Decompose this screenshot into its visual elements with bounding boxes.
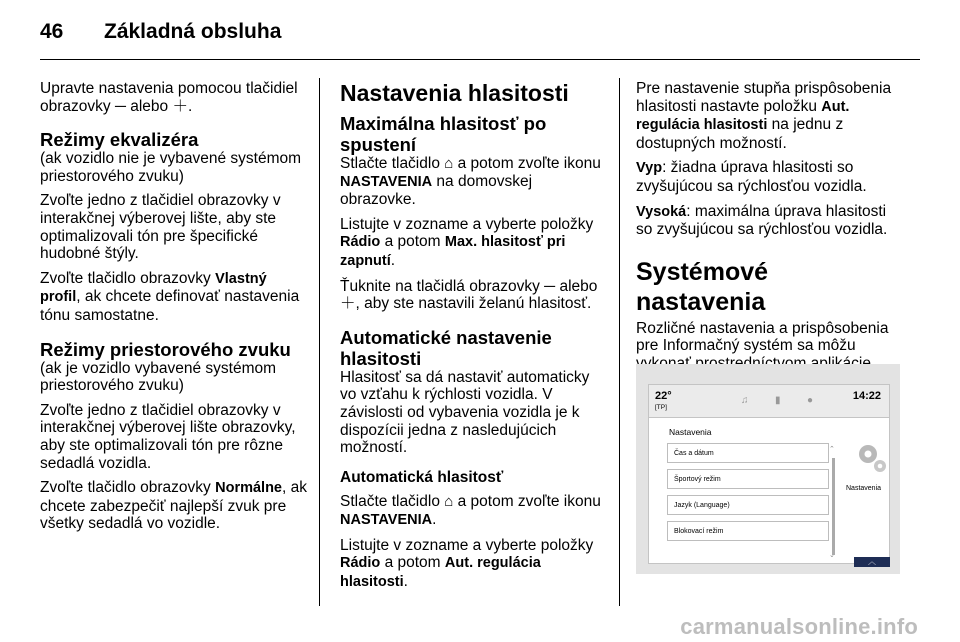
col3-paragraph-2	[636, 159, 904, 195]
header-rule	[40, 59, 920, 60]
page-title: Základná obsluha	[104, 20, 282, 43]
surround-subtitle: (ak je vozidlo vybavené systémom priestorového zvuku)	[40, 359, 277, 395]
text: Rozličné nastavenia a prispôsobenia pre Informačný systém sa môžu	[636, 319, 889, 355]
text: Listujte v zozname a vyberte položky	[340, 536, 594, 554]
auto-paragraph-2	[340, 493, 608, 529]
tp-indicator: [TP]	[655, 404, 667, 411]
max-paragraph-2	[340, 216, 608, 271]
text: : žiadna úprava hlasitosti so zvyšujúcou sa rýchlosťou vozidla.	[636, 159, 867, 195]
text: na jednu z dostupných možností.	[636, 116, 844, 152]
screen-top-bar	[649, 385, 889, 418]
menu-item: Rádio	[340, 234, 381, 251]
page-number: 46	[40, 20, 64, 43]
eq-heading: Režimy ekvalizéra	[40, 129, 199, 151]
column-1	[40, 80, 308, 540]
surround-heading: Režimy priestorového zvuku	[40, 338, 291, 360]
list-item[interactable]: Športový režim	[667, 469, 829, 489]
home-icon: ⌂	[444, 493, 454, 511]
button-name: Normálne	[215, 480, 282, 497]
text: .	[390, 251, 396, 269]
intro-paragraph: Upravte nastavenia pomocou tlačidiel obrazovky ─ alebo ＋.	[40, 80, 298, 115]
gear-icon	[855, 437, 889, 477]
temperature: 22°	[655, 390, 672, 402]
scroll-up-icon[interactable]: ⌃	[829, 446, 835, 453]
column-3	[636, 80, 904, 398]
text: Zvoľte tlačidlo obrazovky	[40, 479, 216, 497]
menu-item: Rádio	[340, 555, 381, 572]
eq-paragraph-2	[40, 270, 308, 325]
list-item[interactable]: Čas a dátum	[667, 443, 829, 463]
eq-subtitle: (ak vozidlo nie je vybavené systémom priestorového zvuku)	[40, 150, 302, 185]
text: a potom	[380, 554, 445, 572]
text: , ak chcete definovať nastavenia tónu samostatne.	[40, 288, 300, 324]
page-header	[40, 20, 281, 44]
settings-app-label: Nastavenia	[846, 485, 882, 492]
text: a potom zvoľte ikonu	[453, 493, 601, 511]
phone-icon: ▮	[775, 395, 781, 406]
option-name: Vyp	[636, 160, 663, 177]
text: .	[403, 572, 408, 590]
list-item[interactable]: Blokovací režim	[667, 521, 829, 541]
screen-frame	[648, 384, 890, 564]
home-icon: ⌂	[444, 155, 454, 172]
scrollbar[interactable]	[832, 458, 835, 555]
auto-paragraph-1: Hlasitosť sa dá nastaviť automaticky vo vzťahu k rýchlosti vozidla. V závislosti od vybavenia vozidla je k dispozícii jedna z nasledujúcich možností.	[340, 368, 590, 457]
column-divider-1	[319, 78, 320, 606]
max-paragraph-3: Ťuknite na tlačidlá obrazovky ─ alebo ＋, aby ste nastavili želanú hlasitosť.	[340, 277, 598, 313]
max-paragraph-1	[340, 155, 608, 209]
text: Listujte v zozname a vyberte položky	[340, 215, 594, 233]
text: Zvoľte tlačidlo obrazovky	[40, 269, 216, 287]
column-divider-2	[619, 78, 620, 606]
info-icon: ●	[807, 395, 814, 406]
option-name: Vysoká	[636, 203, 687, 220]
text: a potom	[380, 233, 445, 251]
surround-paragraph-1: Zvoľte jedno z tlačidiel obrazovky v interakčnej výberovej lište obrazovky, aby ste optimalizovali tón pre rôzne sedadlá vozidla.	[40, 401, 296, 472]
text: na domovskej obrazovke.	[340, 172, 533, 209]
auto-volume-subheading: Automatická hlasitosť	[340, 468, 504, 486]
menu-item: Aut. regulácia hlasitosti	[340, 555, 541, 590]
max-volume-heading: Maximálna hlasitosť po spustení	[340, 113, 547, 155]
col3-paragraph-1	[636, 80, 904, 152]
text: a potom zvoľte ikonu	[453, 155, 601, 172]
menu-item: Aut. regulácia hlasitosti	[636, 98, 850, 134]
column-2	[340, 80, 608, 598]
scroll-down-icon[interactable]: ⌄	[829, 552, 835, 559]
menu-item: Max. hlasitosť pri zapnutí	[340, 234, 566, 269]
watermark: carmanualsonline.info	[680, 614, 918, 639]
text: , ak chcete zabezpečiť najlepší zvuk pre všetky sedadlá vo vozidle.	[40, 479, 307, 533]
text: .	[432, 510, 437, 528]
music-note-icon: ♫	[741, 395, 749, 406]
auto-volume-heading: Automatické nastavenie hlasitosti	[340, 326, 552, 369]
system-settings-heading: Systémové nastavenia	[636, 257, 769, 316]
text: Stlačte tlačidlo	[340, 155, 445, 172]
collapse-button[interactable]: ︿	[854, 557, 890, 567]
list-item[interactable]: Jazyk (Language)	[667, 495, 829, 515]
eq-paragraph-1: Zvoľte jedno z tlačidiel obrazovky v interakčnej výberovej lište, aby ste optimalizovali tón pre špecifické hudobné štýly.	[40, 192, 281, 263]
button-name: Vlastný profil	[40, 270, 267, 306]
auto-paragraph-3	[340, 537, 608, 592]
clock: 14:22	[852, 390, 881, 402]
settings-screenshot	[636, 364, 900, 574]
col3-paragraph-3	[636, 203, 904, 239]
screen-title: Nastavenia	[669, 427, 712, 437]
text: Stlačte tlačidlo	[340, 493, 445, 511]
text: Pre nastavenie stupňa prispôsobenia hlasitosti nastavte položku	[636, 80, 892, 115]
surround-paragraph-2	[40, 479, 308, 533]
settings-label: NASTAVENIA	[340, 511, 433, 528]
volume-settings-heading: Nastavenia hlasitosti	[340, 80, 569, 106]
text: : maximálna úprava hlasitosti so zvyšujúcou sa rýchlosťou vozidla.	[636, 202, 888, 239]
settings-label: NASTAVENIA	[340, 173, 433, 190]
